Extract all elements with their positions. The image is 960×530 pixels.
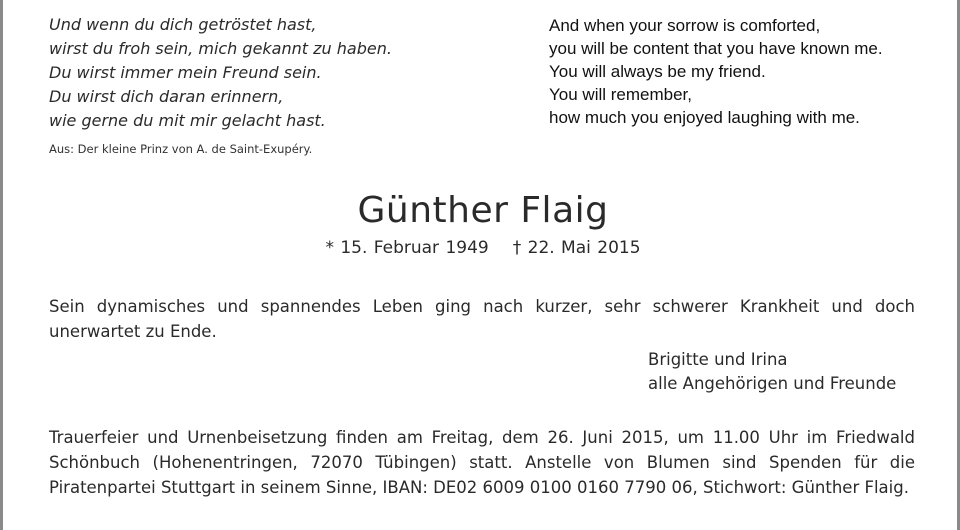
poem-english-line: You will remember, [549,85,692,104]
poem-source: Aus: Der kleine Prinz von A. de Saint-Exupéry. [49,142,313,156]
deceased-name: Günther Flaig [357,190,609,231]
memorial-message: Sein dynamisches und spannendes Leben ging nach kurzer, sehr schwerer Krankheit und doch unerwartet zu Ende. [49,297,915,341]
poem-german-line: wirst du froh sein, mich gekannt zu haben. [49,39,392,58]
death-date: † 22. Mai 2015 [512,238,641,258]
poem-german [49,13,392,133]
signature-line: Brigitte und Irina [648,350,788,369]
poem-english-line: And when your sorrow is comforted, [549,16,821,35]
signature-line: alle Angehörigen und Freunde [648,374,897,393]
birth-date: * 15. Februar 1949 [325,238,489,258]
poem-english-line: you will be content that you have known me. [549,39,883,58]
poem-english-line: how much you enjoyed laughing with me. [549,108,860,127]
poem-german-line: wie gerne du mit mir gelacht hast. [49,111,326,130]
funeral-notice: Trauerfeier und Urnenbeisetzung finden am Freitag, dem 26. Juni 2015, um 11.00 Uhr im Friedwald Schönbuch (Hohenentringen, 72070 Tübingen) statt. Anstelle von Blumen sind Spenden für die Piratenpartei Stuttgart in seinem Sinne, IBAN: DE02 6009 0100 0160 7790 06, Stichwort: Günther Flaig. [49,428,915,497]
life-dates [3,238,960,258]
poem-english [549,14,883,129]
poem-english-line: You will always be my friend. [549,62,766,81]
poem-german-line: Du wirst immer mein Freund sein. [49,63,322,82]
mourners-signature [648,348,896,396]
poem-german-line: Und wenn du dich getröstet hast, [49,15,317,34]
poem-german-line: Du wirst dich daran erinnern, [49,87,284,106]
